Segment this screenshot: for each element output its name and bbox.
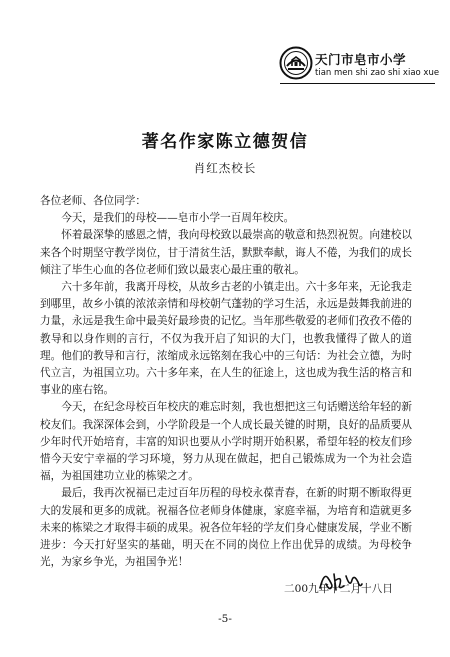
salutation: 各位老师、各位同学： [40,195,146,207]
school-name: 天门市皂市小学 [315,52,407,67]
paragraph-3: 六十多年前，我离开母校，从故乡古老的小镇走出。六十多年来，无论我走到哪里，故乡小镇的浓浓亲情和母校朝气蓬勃的学习生活，永远是鼓舞我前进的力量，永远是我生命中最美好最珍贵的记忆。当年那些敬爱的老师们孜孜不倦的教导和以身作则的言行，不仅为我开启了知识的大门，也教我懂得了做人的道理。他们的教导和言行，浓缩成永远铭刻在我心中的三句话：为社会立德，为时代立言，为祖国立功。六十多年来，在人生的征途上，这也成为我生活的格言和事业的座右铭。 [40,281,412,397]
page-number: -5- [218,613,232,625]
paragraph-5: 最后，我再次祝福已走过百年历程的母校永葆青春，在新的时期不断取得更大的发展和更多的成就。祝福各位老师身体健康，家庭幸福，为培育和造就更多未来的栋梁之才取得丰硕的成果。祝各位年轻的学友们身心健康发展，学业不断进步：今天打好坚实的基础，明天在不同的岗位上作出优异的成绩。为母校争光，为家乡争光，为祖国争光！ [40,487,412,569]
letter-body [40,188,412,571]
school-logo [279,46,439,86]
school-pinyin: tian men shi zao shi xiao xue [315,68,440,78]
letter-date: 二00九年十二月十八日 [284,583,393,595]
paragraph-4: 今天，在纪念母校百年校庆的难忘时刻，我也想把这三句话赠送给年轻的新校友们。我深深体会到，小学阶段是一个人成长最关键的时期，良好的品质要从少年时代开始培育，丰富的知识也要从小学时期开始积累，希望年轻的校友们珍惜今天安宁幸福的学习环境，努力从现在做起，把自己锻炼成为一个为社会造福，为祖国建功立业的栋梁之才。 [40,401,412,483]
paragraph-2: 怀着最深挚的感恩之情，我向母校致以最崇高的敬意和热烈祝贺。向建校以来各个时期坚守教学岗位，甘于清贫生活，默默奉献，诲人不倦，为我们的成长倾注了毕生心血的各位老师们致以最衷心最庄重的敬礼。 [40,229,412,276]
document-author: 肖红杰校长 [193,161,257,175]
document-title: 著名作家陈立德贺信 [141,132,309,152]
header-divider [280,83,435,84]
paragraph-1: 今天，是我们的母校——皂市小学一百周年校庆。 [61,212,295,225]
school-emblem-icon [279,46,313,80]
